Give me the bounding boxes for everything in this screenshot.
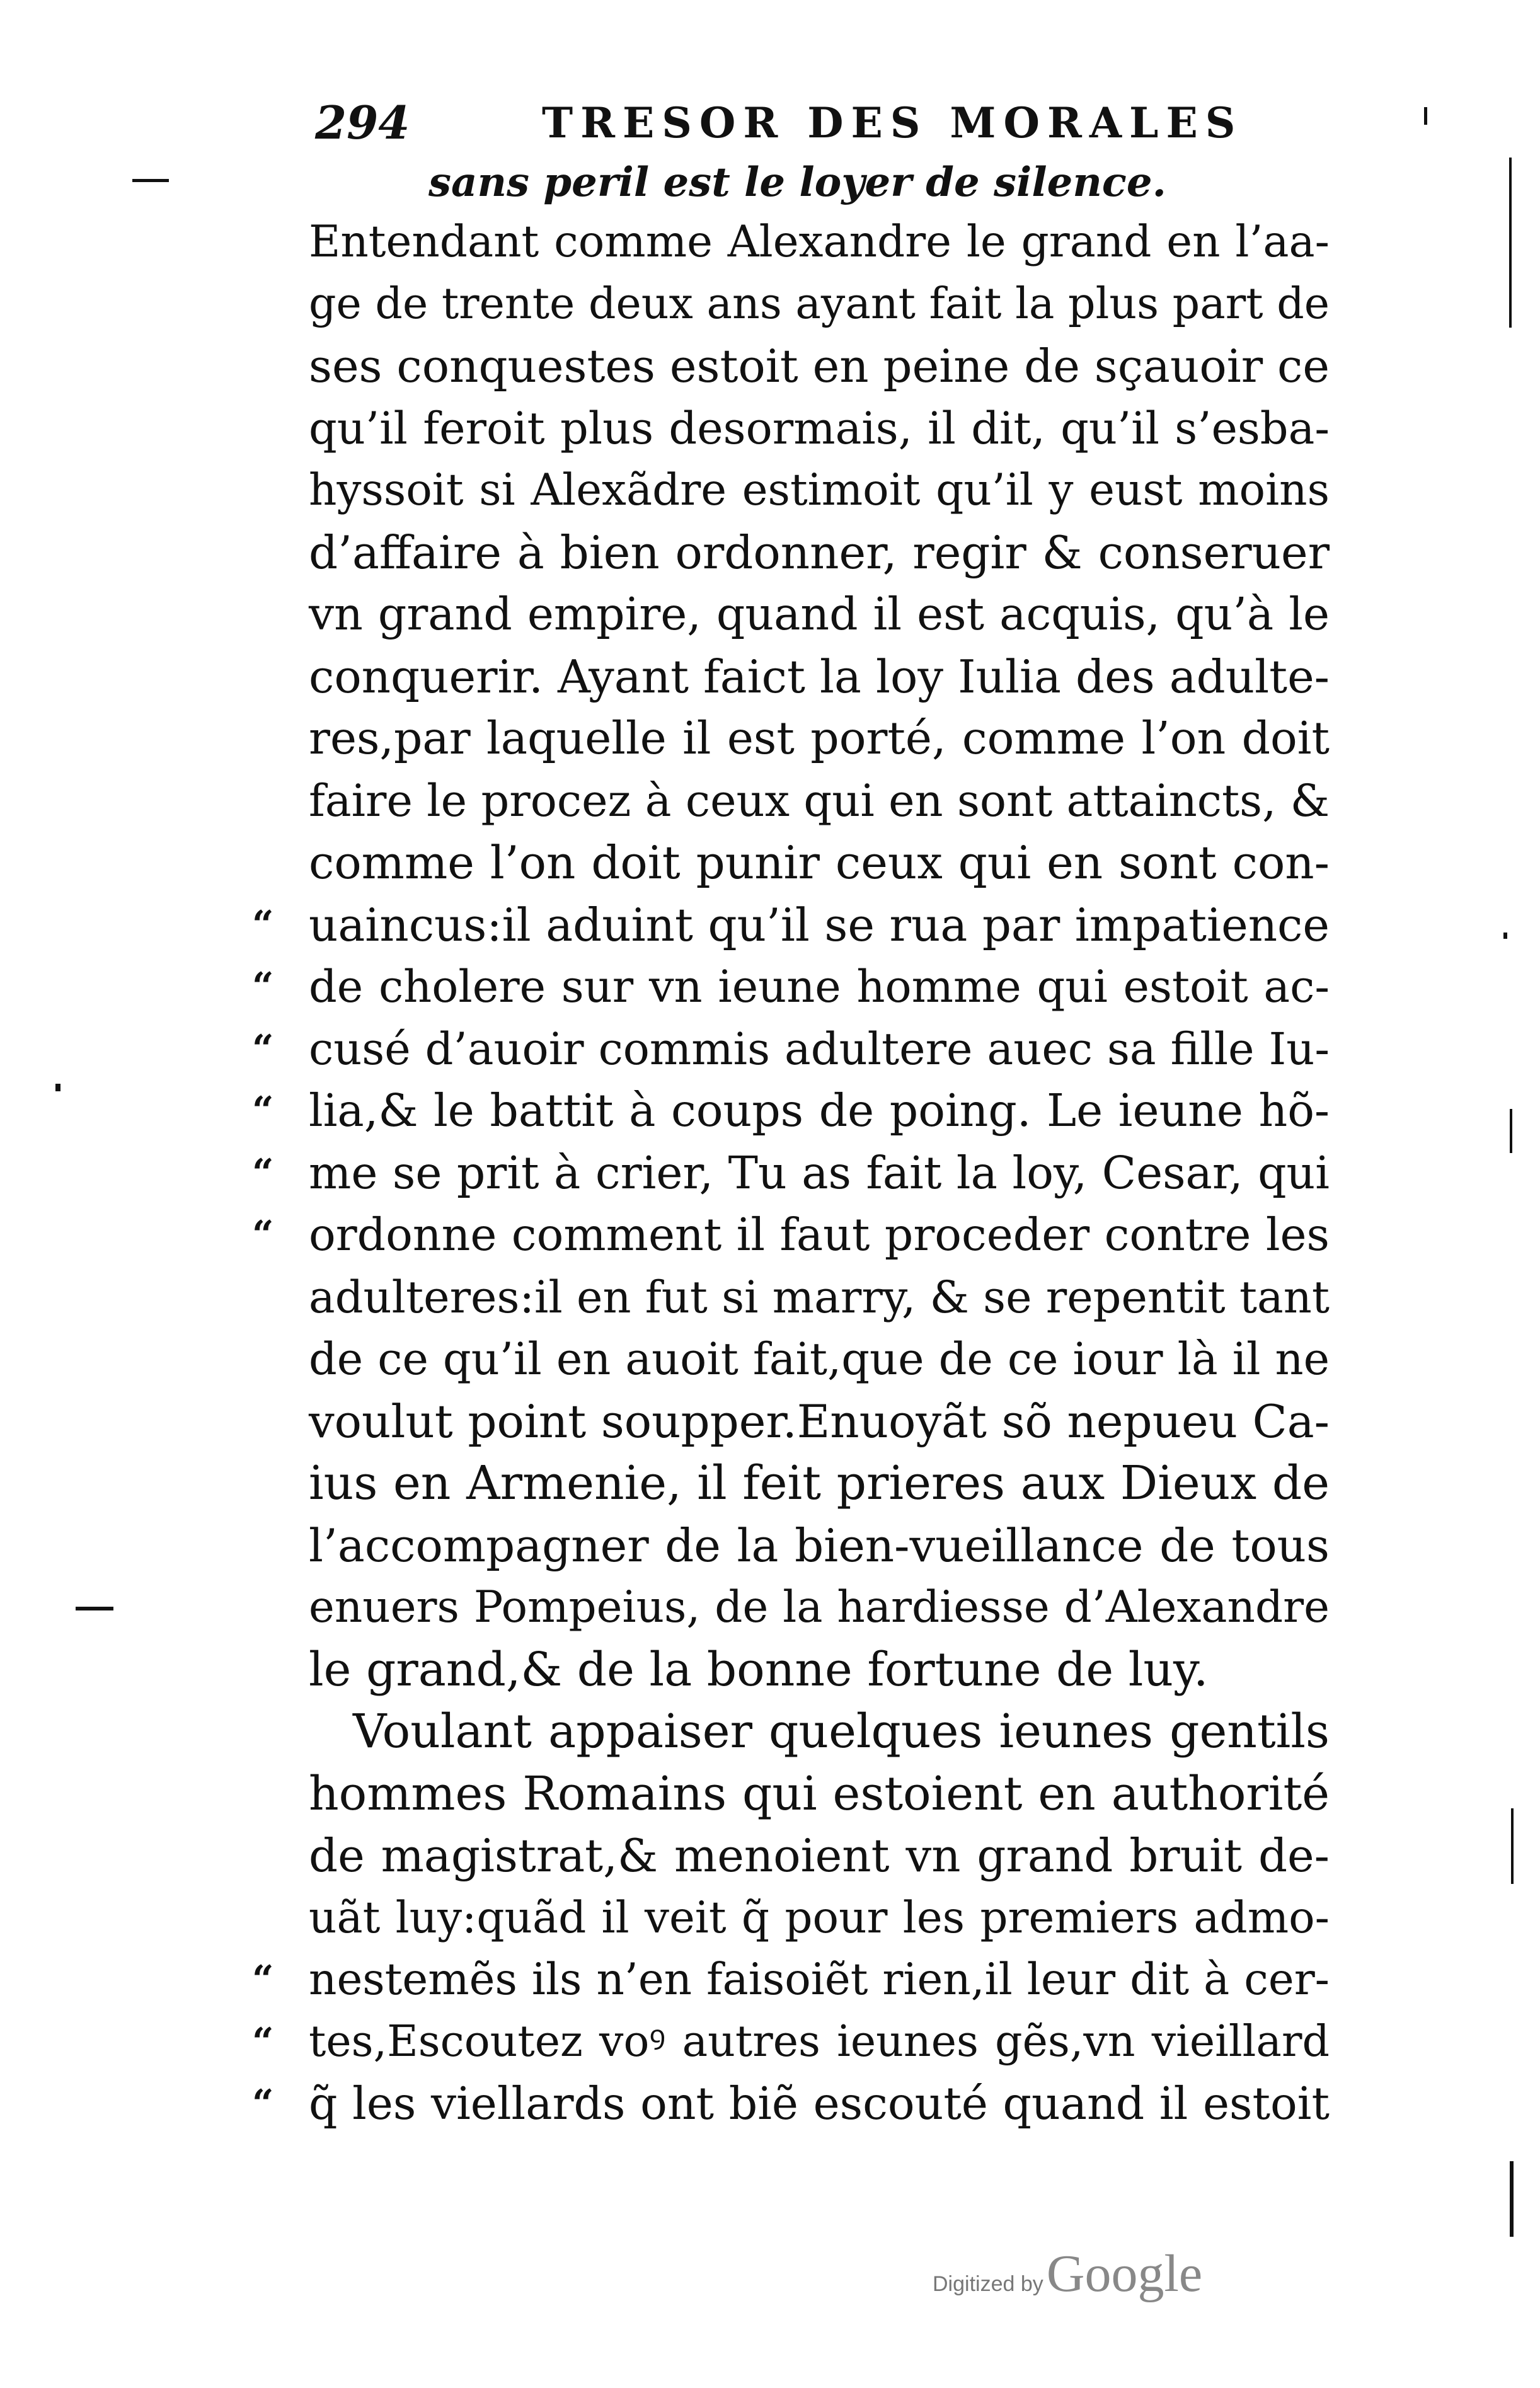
text-line [309,335,1330,398]
text-line [252,1949,1330,2011]
margin-rule-right-1 [1509,158,1512,328]
text-line [309,1515,1330,1577]
text-line-content: hyssoit si Alexãdre estimoit qu’il y eust moins [309,465,1330,515]
margin-rule-right-3 [1511,1808,1514,1884]
text-line [309,1576,1330,1639]
text-line-content: adulteres:il en fut si marry, & se repentit tant [309,1271,1330,1323]
text-line-content: res,par laquelle il est porté, comme l’on doit [309,712,1330,764]
text-line-content: voulut point soupper.Enuoyãt sõ nepueu Ca- [309,1394,1330,1448]
text-line [309,273,1330,336]
text-line [309,1763,1330,1825]
margin-quote-mark: “ [252,2082,274,2126]
text-line-content: uãt luy:quãd il veit q̃ pour les premiers admo- [309,1892,1330,1943]
text-line [309,1887,1330,1949]
margin-quote-mark: “ [252,2019,274,2064]
text-line [309,708,1330,770]
text-line [309,459,1330,522]
text-line [309,1391,1330,1453]
text-line-content: Entendant comme Alexandre le grand en l’aa- [309,217,1330,267]
text-line [309,211,1330,273]
text-line-content: conquerir. Ayant faict la loy Iulia des adulte- [309,650,1330,703]
margin-quote-mark: “ [252,1958,274,2002]
margin-rule-right-2 [1510,1109,1512,1153]
margin-quote-mark: “ [252,1151,274,1195]
google-logo-text: Google [1046,2244,1203,2303]
body-text [252,211,1330,2135]
margin-dot-right [1503,933,1507,939]
text-line [309,1701,1330,1763]
margin-quote-mark: “ [252,1213,274,1257]
text-line [252,2011,1330,2074]
text-line [309,398,1330,460]
section-subtitle: sans peril est le loyer de silence. [428,159,1166,206]
text-line [309,1825,1330,1887]
text-line-content: ordonne comment il faut proceder contre les [309,1208,1330,1261]
text-line [252,956,1330,1018]
text-line-content: qu’il feroit plus desormais, il dit, qu’il s’esba- [309,402,1330,454]
text-line-content: ius en Armenie, il feit prieres aux Dieux de [309,1456,1330,1510]
text-line [252,2073,1330,2135]
margin-dash-left-top [132,179,169,182]
text-line [309,1328,1330,1391]
margin-dot-left [55,1084,60,1091]
text-line [309,522,1330,584]
text-line [309,1266,1330,1329]
text-line-content: d’affaire à bien ordonner, regir & conseruer [309,525,1330,579]
text-line [309,832,1330,894]
running-title: TRESOR DES MORALES [542,98,1243,147]
text-line [309,1452,1330,1515]
margin-tick-right [1424,107,1427,125]
text-line-content: me se prit à crier, Tu as fait la loy, Cesar, qui [309,1146,1330,1199]
text-line-content: uaincus:il aduint qu’il se rua par impatience [309,898,1330,951]
text-line [252,1018,1330,1081]
margin-quote-mark: “ [252,1026,274,1071]
text-line-content: nestemẽs ils n’en faisoiẽt rien,il leur dit à cer- [309,1955,1330,2005]
text-line [309,583,1330,646]
text-line-content: de ce qu’il en auoit fait,que de ce iour là il ne [309,1333,1330,1385]
text-line-content: l’accompagner de la bien-vueillance de tous [309,1518,1330,1572]
text-line-content: cusé d’auoir commis adultere auec sa fille Iu- [309,1023,1330,1075]
text-line-content: q̃ les viellards ont biẽ escouté quand il estoit [309,2077,1330,2130]
text-line [309,770,1330,832]
text-line [309,1639,1330,1701]
text-line-content: le grand,& de la bonne fortune de luy. [309,1642,1209,1697]
text-line [252,1080,1330,1142]
margin-quote-mark: “ [252,1089,274,1133]
text-line-content: ses conquestes estoit en peine de sçauoir ce [309,340,1330,393]
text-line [252,894,1330,956]
text-line-content: hommes Romains qui estoient en authorité [309,1766,1330,1821]
text-line [309,646,1330,708]
text-line [252,1142,1330,1205]
text-line-content: de magistrat,& menoient vn grand bruit de- [309,1829,1330,1882]
text-line-content: lia,& le battit à coups de poing. Le ieune hõ- [309,1084,1330,1137]
digitization-footer [933,2243,1202,2306]
margin-rule-right-4 [1510,2161,1514,2237]
digitized-by-label: Digitized by [933,2272,1043,2296]
text-line-content: enuers Pompeius, de la hardiesse d’Alexandre [309,1582,1330,1633]
page-header [315,95,1348,151]
text-line-content: Voulant appaiser quelques ieunes gentils [353,1704,1330,1759]
text-line-content: de cholere sur vn ieune homme qui estoit ac- [309,961,1330,1013]
page-number: 294 [315,96,410,149]
margin-quote-mark: “ [252,965,274,1009]
text-line-content: comme l’on doit punir ceux qui en sont con- [309,836,1330,889]
margin-dash-left-bottom [76,1607,113,1610]
text-line-content: tes,Escoutez voꝰ autres ieunes gẽs,vn vieillard [309,2016,1330,2067]
margin-quote-mark: “ [252,902,274,947]
text-line-content: ge de trente deux ans ayant fait la plus part de [309,278,1330,329]
text-line [252,1204,1330,1266]
text-line-content: faire le procez à ceux qui en sont attaincts, & [309,774,1330,827]
text-line-content: vn grand empire, quand il est acquis, qu’à le [309,588,1330,640]
